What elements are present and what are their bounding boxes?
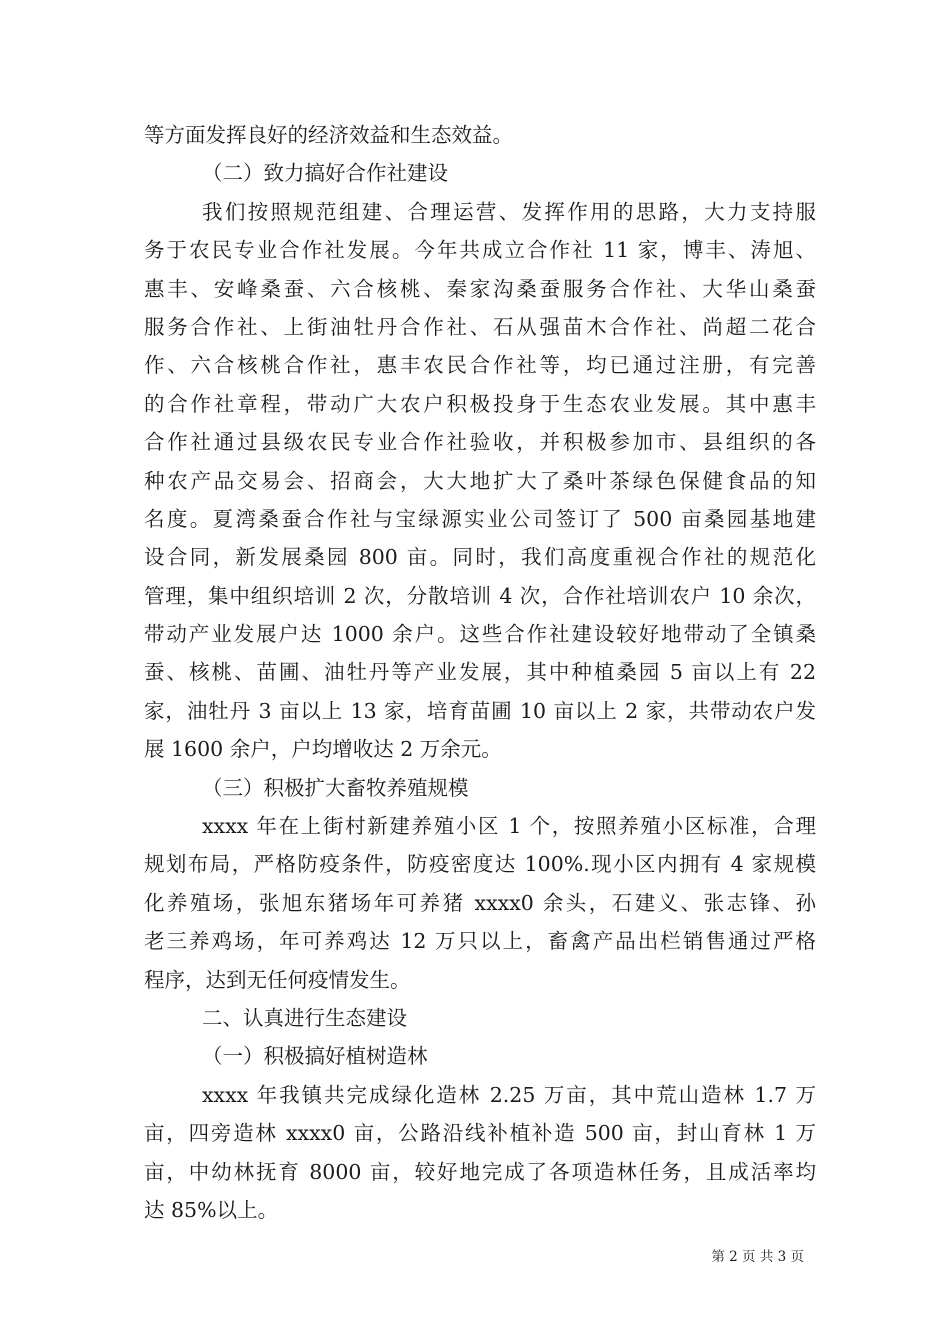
- section-heading: 二、认真进行生态建设: [202, 1005, 407, 1030]
- paragraph-line: 带动产业发展户达 1000 余户。这些合作社建设较好地带动了全镇桑: [144, 622, 816, 647]
- document-body: [144, 116, 816, 1229]
- paragraph-line: 的合作社章程，带动广大农户积极投身于生态农业发展。其中惠丰: [144, 391, 816, 416]
- paragraph-line: 达 85%以上。: [144, 1197, 279, 1222]
- paragraph-line: 化养殖场，张旭东猪场年可养猪 xxxx0 余头，石建义、张志锋、孙: [144, 890, 816, 915]
- paragraph-line: 亩，四旁造林 xxxx0 亩，公路沿线补植补造 500 亩，封山育林 1 万: [144, 1121, 816, 1146]
- paragraph-line: 务于农民专业合作社发展。今年共成立合作社 11 家，博丰、涛旭、: [144, 238, 816, 263]
- paragraph-line: 我们按照规范组建、合理运营、发挥作用的思路，大力支持服: [202, 199, 816, 224]
- paragraph-line: 家，油牡丹 3 亩以上 13 家，培育苗圃 10 亩以上 2 家，共带动农户发: [144, 698, 816, 723]
- paragraph-line: xxxx 年在上街村新建养殖小区 1 个，按照养殖小区标准，合理: [202, 814, 816, 839]
- paragraph-line: 名度。夏湾桑蚕合作社与宝绿源实业公司签订了 500 亩桑园基地建: [144, 506, 816, 531]
- paragraph-line: 展 1600 余户，户均增收达 2 万余元。: [144, 737, 502, 762]
- paragraph-line: 等方面发挥良好的经济效益和生态效益。: [144, 123, 513, 147]
- paragraph-line: 程序，达到无任何疫情发生。: [144, 967, 411, 992]
- paragraph-line: 规划布局，严格防疫条件，防疫密度达 100%.现小区内拥有 4 家规模: [144, 852, 816, 877]
- section-heading: （一）积极搞好植树造林: [202, 1044, 428, 1069]
- paragraph-line: 作、六合核桃合作社，惠丰农民合作社等，均已通过注册，有完善: [144, 353, 816, 378]
- paragraph-line: 惠丰、安峰桑蚕、六合核桃、秦家沟桑蚕服务合作社、大华山桑蚕: [144, 276, 816, 301]
- paragraph-line: 老三养鸡场，年可养鸡达 12 万只以上，畜禽产品出栏销售通过严格: [144, 929, 816, 954]
- section-heading: （三）积极扩大畜牧养殖规模: [202, 775, 469, 800]
- paragraph-line: 蚕、核桃、苗圃、油牡丹等产业发展，其中种植桑园 5 亩以上有 22: [144, 660, 816, 685]
- paragraph-line: xxxx 年我镇共完成绿化造林 2.25 万亩，其中荒山造林 1.7 万: [202, 1082, 816, 1107]
- paragraph-line: 合作社通过县级农民专业合作社验收，并积极参加市、县组织的各: [144, 430, 816, 455]
- section-heading: （二）致力搞好合作社建设: [202, 161, 448, 186]
- paragraph-line: 种农产品交易会、招商会，大大地扩大了桑叶茶绿色保健食品的知: [144, 468, 816, 493]
- page-number: 第 2 页 共 3 页: [711, 1249, 804, 1265]
- paragraph-line: 管理，集中组织培训 2 次，分散培训 4 次，合作社培训农户 10 余次，: [144, 583, 816, 608]
- paragraph-line: 设合同，新发展桑园 800 亩。同时，我们高度重视合作社的规范化: [144, 545, 816, 570]
- paragraph-line: 亩，中幼林抚育 8000 亩，较好地完成了各项造林任务，且成活率均: [144, 1159, 816, 1184]
- paragraph-line: 服务合作社、上街油牡丹合作社、石从强苗木合作社、尚超二花合: [144, 314, 816, 339]
